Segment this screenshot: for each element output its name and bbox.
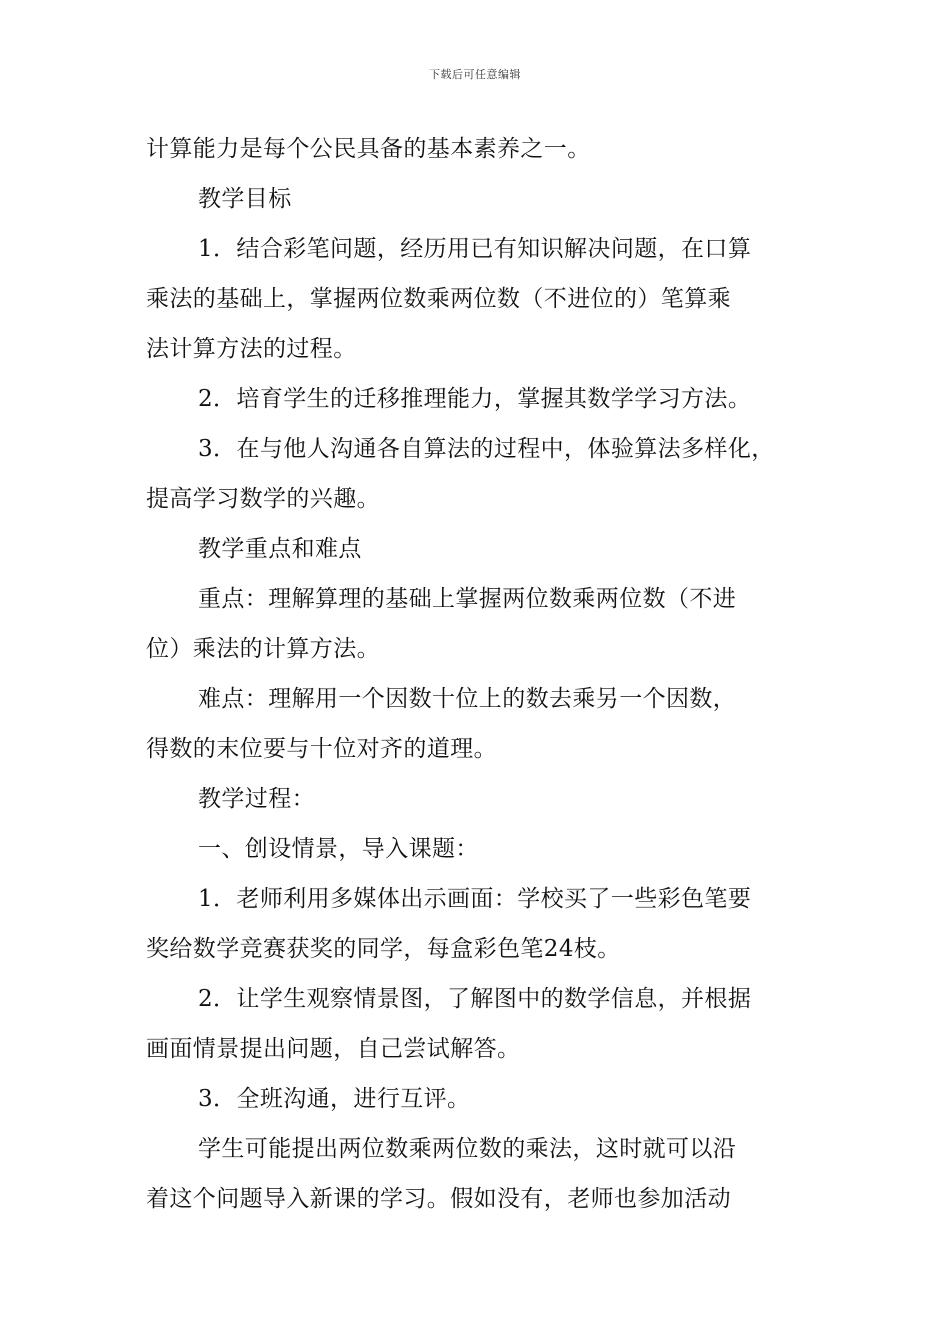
paragraph-line: 1．结合彩笔问题，经历用已有知识解决问题，在口算 [198,236,752,262]
paragraph-line: 位）乘法的计算方法。 [146,636,380,662]
paragraph-line: 1．老师利用多媒体出示画面：学校买了一些彩色笔要 [198,886,752,912]
paragraph-line: 2．让学生观察情景图，了解图中的数学信息，并根据 [198,986,752,1012]
paragraph-line: 重点：理解算理的基础上掌握两位数乘两位数（不进 [198,586,737,612]
paragraph-line: 提高学习数学的兴趣。 [146,486,380,512]
paragraph-line: 学生可能提出两位数乘两位数的乘法，这时就可以沿 [198,1136,737,1162]
paragraph-line: 着这个问题导入新课的学习。假如没有，老师也参加活动 [146,1186,731,1212]
section-heading-objectives: 教学目标 [198,186,292,212]
paragraph-line: 乘法的基础上，掌握两位数乘两位数（不进位的）笔算乘 [146,286,731,312]
paragraph-line: 计算能力是每个公民具备的基本素养之一。 [146,136,591,162]
paragraph-line: 奖给数学竞赛获奖的同学，每盒彩色笔24枝。 [146,936,621,962]
paragraph-line: 3．在与他人沟通各自算法的过程中，体验算法多样化， [198,436,775,462]
section-heading-process: 教学过程： [198,786,315,812]
paragraph-line: 画面情景提出问题，自己尝试解答。 [146,1036,521,1062]
paragraph-line: 难点：理解用一个因数十位上的数去乘另一个因数， [198,686,737,712]
page-header: 下载后可任意编辑 [429,68,521,81]
paragraph-line: 法计算方法的过程。 [146,336,357,362]
section-heading-key-points: 教学重点和难点 [198,536,362,562]
document-body [146,124,808,1224]
paragraph-line: 得数的末位要与十位对齐的道理。 [146,736,497,762]
subsection-heading: 一、创设情景，导入课题： [198,836,479,862]
paragraph-line: 3．全班沟通，进行互评。 [198,1086,471,1112]
paragraph-line: 2．培育学生的迁移推理能力，掌握其数学学习方法。 [198,386,752,412]
